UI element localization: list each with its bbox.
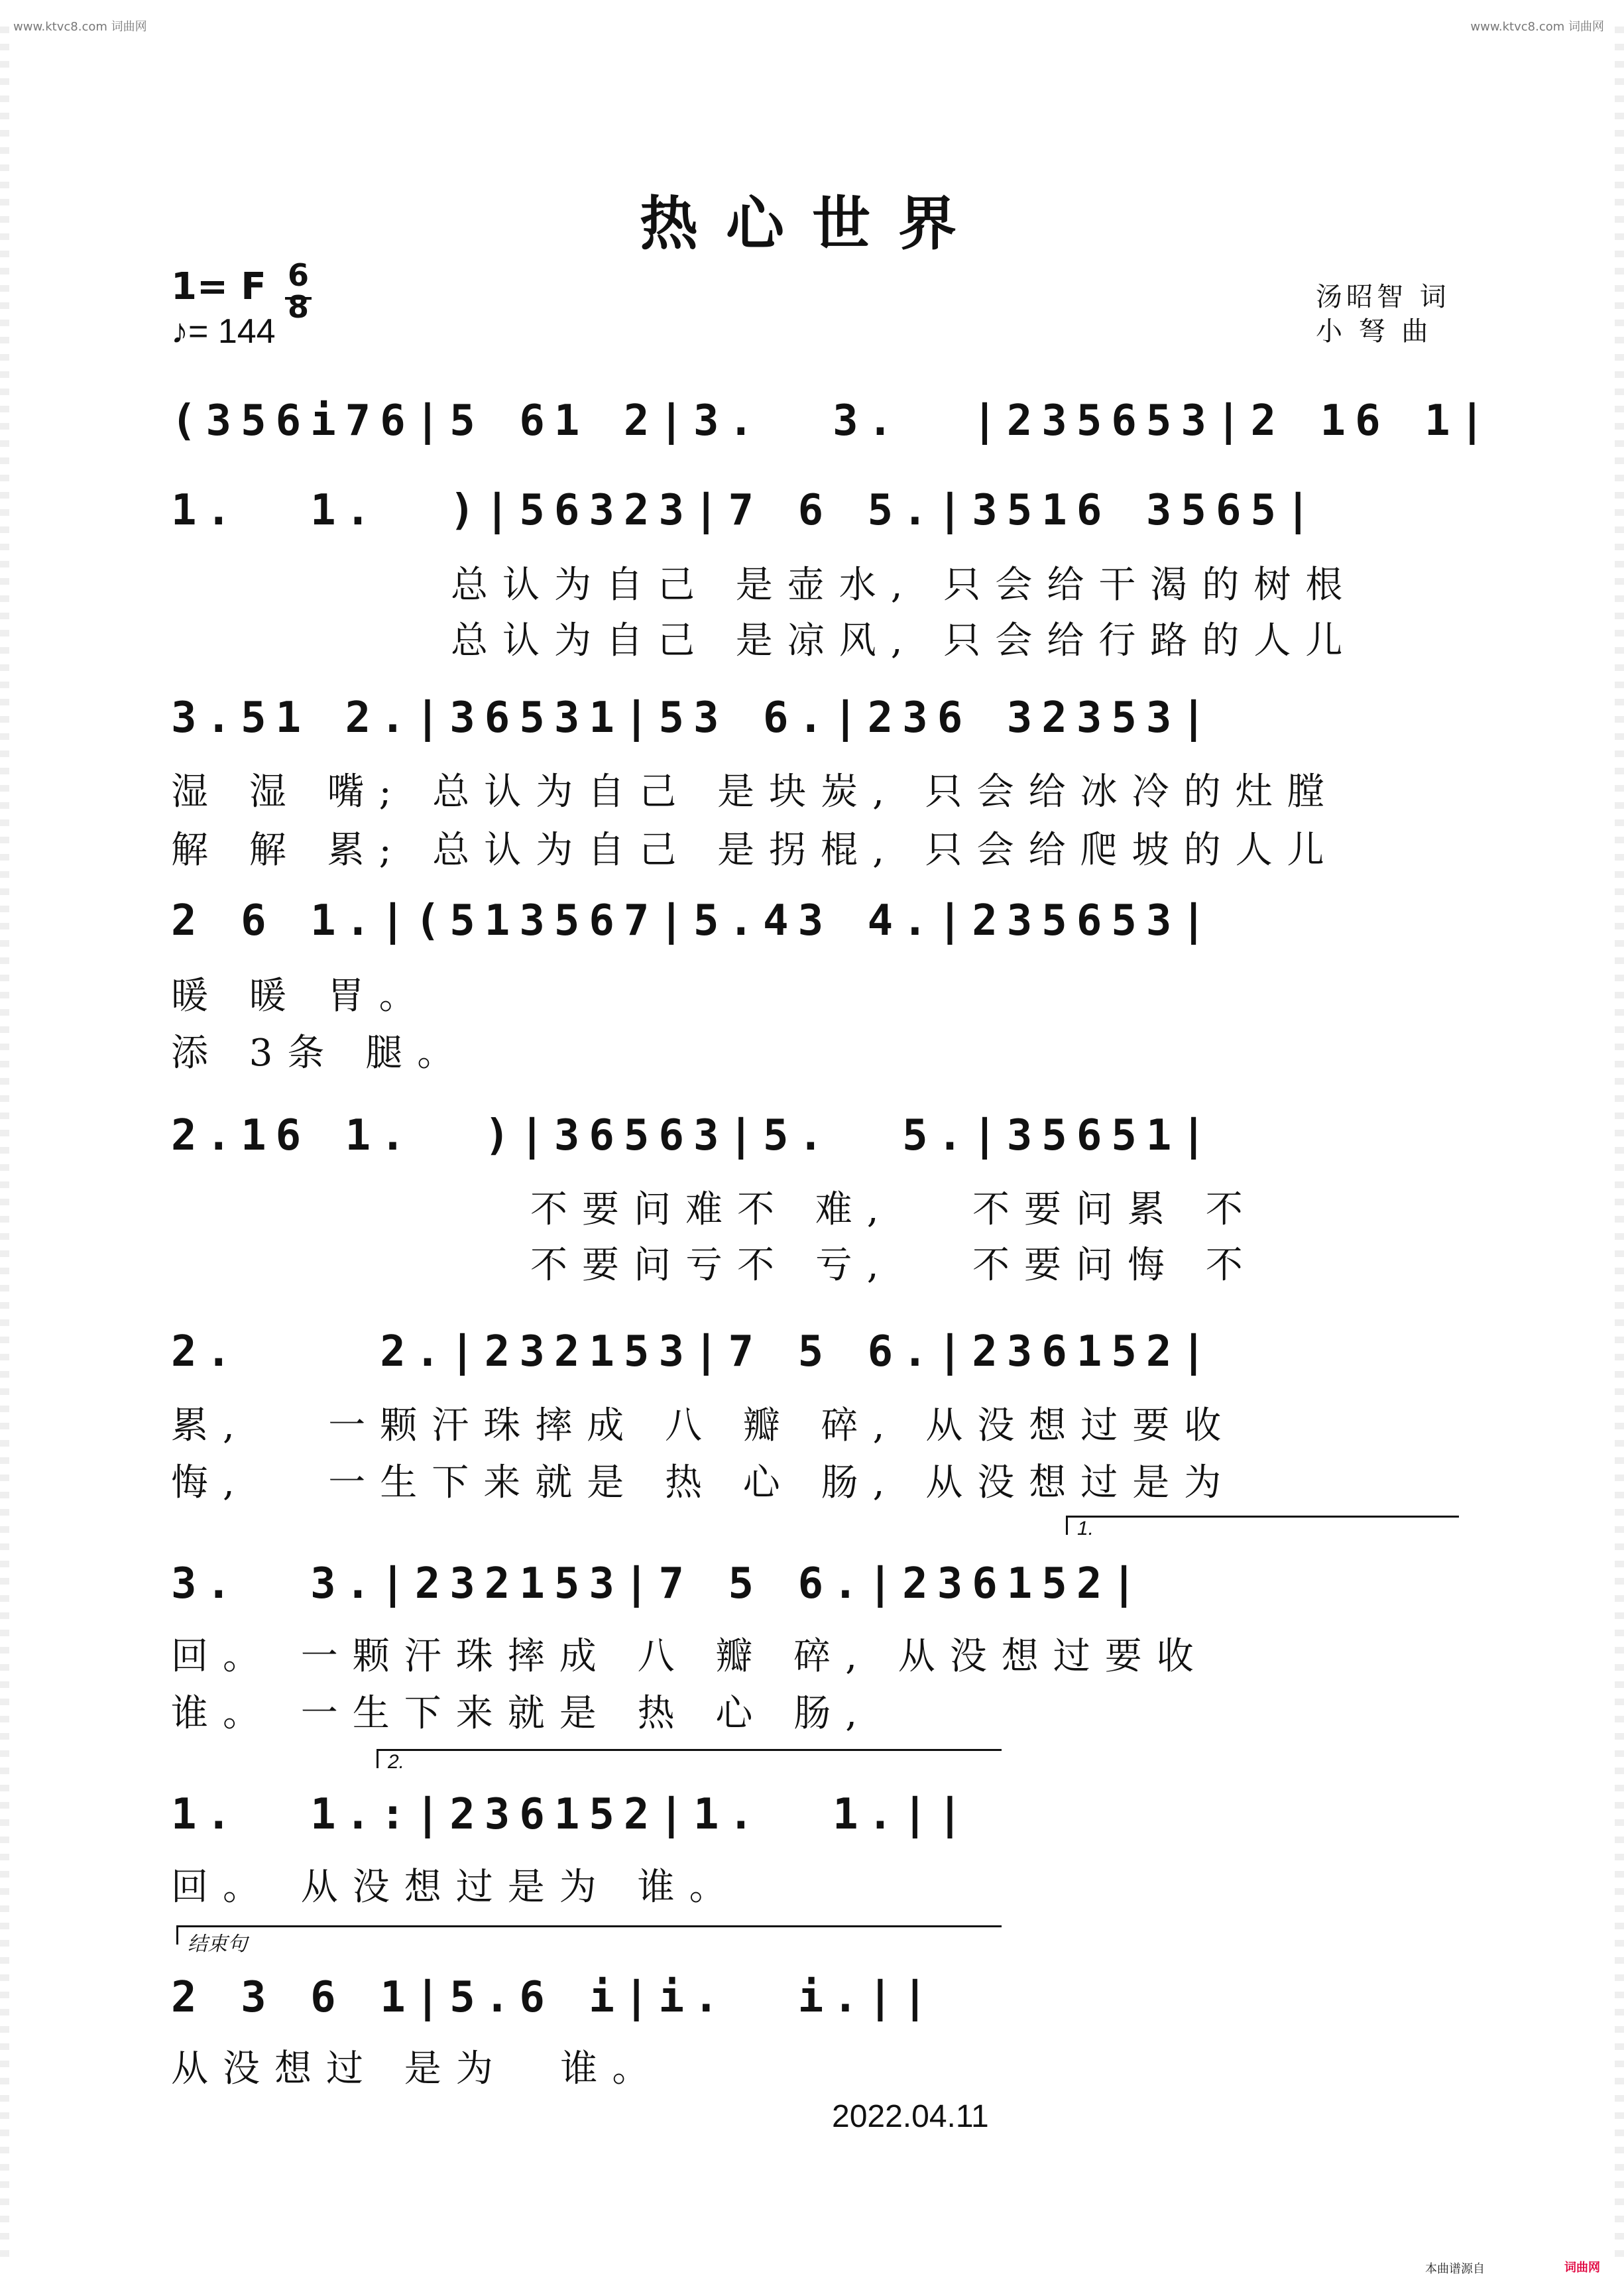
time-signature-bottom: 8: [287, 289, 309, 325]
song-title: 热心世界: [639, 189, 984, 258]
composer-credit: 小 弩 曲: [1316, 316, 1432, 347]
lyrics-system-2-verse-1: 总认为自己 是壶水, 只会给干渴的树根: [451, 564, 1358, 607]
lyrics-system-3-verse-1: 湿 湿 嘴; 总认为自己 是块炭, 只会给冰冷的灶膛: [171, 770, 1339, 813]
lyrics-system-5-verse-2: 不要问亏不 亏, 不要问悔 不: [530, 1244, 1257, 1287]
right-border-decoration: [1615, 27, 1624, 2267]
score-system-5: 2.16 1. )|36563|5. 5.|35651|: [171, 1111, 1216, 1160]
lyrics-system-9-verse-1: 从没想过 是为 谁。: [171, 2047, 664, 2090]
lyrics-system-4-verse-1: 暖 暖 胃。: [171, 975, 431, 1018]
ending-label-2: 2.: [388, 1751, 405, 1773]
lyricist-credit: 汤昭智 词: [1316, 282, 1450, 312]
tempo-marking: ♪= 144: [171, 312, 276, 351]
lyrics-system-2-verse-2: 总认为自己 是凉风, 只会给行路的人儿: [451, 619, 1358, 662]
lyrics-system-7-verse-1: 回。 一颗汗珠摔成 八 瓣 碎, 从没想过要收: [171, 1635, 1208, 1678]
key-signature: 1= F: [171, 265, 266, 308]
score-system-8: 1. 1.:|236152|1. 1.||: [171, 1790, 972, 1839]
coda-label: 结束句: [188, 1933, 247, 1955]
watermark-bottom-source: 本曲谱源自: [1425, 2262, 1485, 2276]
ending-label-1: 1.: [1077, 1518, 1094, 1539]
lyrics-system-6-verse-1: 累, 一颗汗珠摔成 八 瓣 碎, 从没想过要收: [171, 1404, 1236, 1447]
time-signature-top: 6: [287, 257, 309, 293]
left-border-decoration: [0, 27, 9, 2267]
score-system-3: 3.51 2.|36531|53 6.|236 32353|: [171, 693, 1216, 743]
lyrics-system-5-verse-1: 不要问难不 难, 不要问累 不: [530, 1188, 1257, 1231]
lyrics-system-7-verse-2: 谁。 一生下来就是 热 心 肠,: [171, 1692, 872, 1735]
score-system-4: 2 6 1.|(513567|5.43 4.|235653|: [171, 896, 1216, 945]
watermark-bottom-logo: 词曲网: [1564, 2261, 1600, 2275]
ending-bracket-1: [1066, 1516, 1459, 1539]
score-system-6: 2. 2.|232153|7 5 6.|236152|: [171, 1327, 1216, 1376]
score-system-9: 2 3 6 1|5.6 i|i. i.||: [171, 1973, 937, 2022]
watermark-top-left: www.ktvc8.com 词曲网: [13, 20, 147, 34]
score-system-2: 1. 1. )|56323|7 6 5.|3516 3565|: [171, 486, 1320, 535]
score-date: 2022.04.11: [832, 2099, 989, 2134]
score-system-1: (356i76|5 61 2|3. 3. |235653|2 16 1|: [171, 396, 1495, 446]
ending-bracket-2: [377, 1749, 1002, 1773]
lyrics-system-8-verse-1: 回。 从没想过是为 谁。: [171, 1866, 741, 1909]
coda-bracket: [176, 1925, 1002, 1955]
score-system-7: 3. 3.|232153|7 5 6.|236152|: [171, 1559, 1146, 1608]
lyrics-system-3-verse-2: 解 解 累; 总认为自己 是拐棍, 只会给爬坡的人儿: [171, 829, 1339, 872]
lyrics-system-4-verse-2: 添 3条 腿。: [171, 1032, 469, 1075]
lyrics-system-6-verse-2: 悔, 一生下来就是 热 心 肠, 从没想过是为: [171, 1461, 1236, 1504]
watermark-top-right: www.ktvc8.com 词曲网: [1470, 20, 1604, 34]
